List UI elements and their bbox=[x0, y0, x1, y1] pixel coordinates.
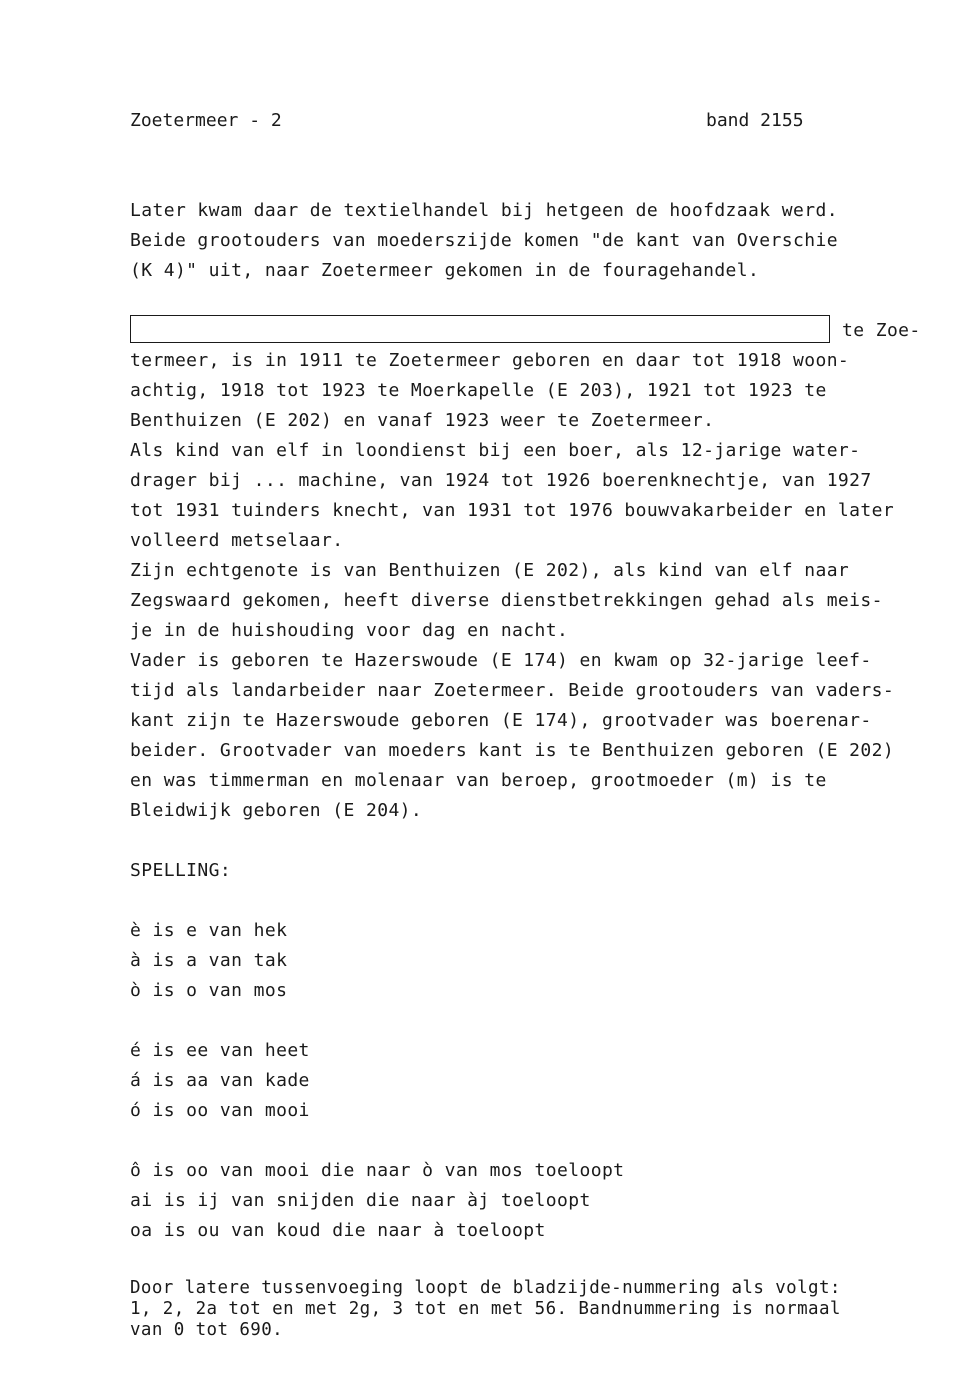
bio-line: Bleidwijk geboren (E 204). bbox=[130, 800, 423, 821]
footer-line: van 0 tot 690. bbox=[130, 1320, 284, 1340]
redacted-name-box bbox=[130, 315, 830, 343]
spelling-rule: oa is ou van koud die naar à toeloopt bbox=[130, 1220, 546, 1241]
bio-line: Zegswaard gekomen, heeft diverse dienstbetrekkingen gehad als meis- bbox=[130, 590, 883, 611]
bio-line: achtig, 1918 tot 1923 te Moerkapelle (E 203), 1921 tot 1923 te bbox=[130, 380, 827, 401]
bio-line: je in de huishouding voor dag en nacht. bbox=[130, 620, 569, 641]
spelling-rule: á is aa van kade bbox=[130, 1070, 310, 1091]
spelling-rule: ô is oo van mooi die naar ò van mos toeloopt bbox=[130, 1160, 625, 1181]
spelling-rule: ó is oo van mooi bbox=[130, 1100, 310, 1121]
intro-line: Beide grootouders van moederszijde komen "de kant van Overschie bbox=[130, 230, 838, 251]
footer-line: Door latere tussenvoeging loopt de bladzijde-nummering als volgt: bbox=[130, 1278, 841, 1298]
bio-line: Zijn echtgenote is van Benthuizen (E 202), als kind van elf naar bbox=[130, 560, 850, 581]
spelling-rule: à is a van tak bbox=[130, 950, 288, 971]
spelling-rule: è is e van hek bbox=[130, 920, 288, 941]
bio-line: kant zijn te Hazerswoude geboren (E 174), grootvader was boerenar- bbox=[130, 710, 872, 731]
bio-line: Benthuizen (E 202) en vanaf 1923 weer te Zoetermeer. bbox=[130, 410, 715, 431]
bio-line: Vader is geboren te Hazerswoude (E 174) en kwam op 32-jarige leef- bbox=[130, 650, 872, 671]
footer-line: 1, 2, 2a tot en met 2g, 3 tot en met 56. Bandnummering is normaal bbox=[130, 1299, 841, 1319]
intro-line: (K 4)" uit, naar Zoetermeer gekomen in de fouragehandel. bbox=[130, 260, 760, 281]
bio-line: volleerd metselaar. bbox=[130, 530, 344, 551]
bio-line: Als kind van elf in loondienst bij een boer, als 12-jarige water- bbox=[130, 440, 861, 461]
spelling-rule: é is ee van heet bbox=[130, 1040, 310, 1061]
bio-line: en was timmerman en molenaar van beroep, grootmoeder (m) is te bbox=[130, 770, 827, 791]
bio-line: tijd als landarbeider naar Zoetermeer. Beide grootouders van vaders- bbox=[130, 680, 895, 701]
spelling-rule: ò is o van mos bbox=[130, 980, 288, 1001]
bio-line: termeer, is in 1911 te Zoetermeer geboren en daar tot 1918 woon- bbox=[130, 350, 850, 371]
spelling-rule: ai is ij van snijden die naar àj toeloopt bbox=[130, 1190, 591, 1211]
header-band-number: band 2155 bbox=[706, 110, 804, 131]
bio-line: beider. Grootvader van moeders kant is te Benthuizen geboren (E 202) bbox=[130, 740, 895, 761]
header-place-page: Zoetermeer - 2 bbox=[130, 110, 282, 131]
bio-line: drager bij ... machine, van 1924 tot 1926 boerenknechtje, van 1927 bbox=[130, 470, 872, 491]
bio-first-line-tail: te Zoe- bbox=[842, 320, 921, 341]
intro-line: Later kwam daar de textielhandel bij hetgeen de hoofdzaak werd. bbox=[130, 200, 838, 221]
spelling-title: SPELLING: bbox=[130, 860, 232, 881]
bio-line: tot 1931 tuinders knecht, van 1931 tot 1976 bouwvakarbeider en later bbox=[130, 500, 895, 521]
